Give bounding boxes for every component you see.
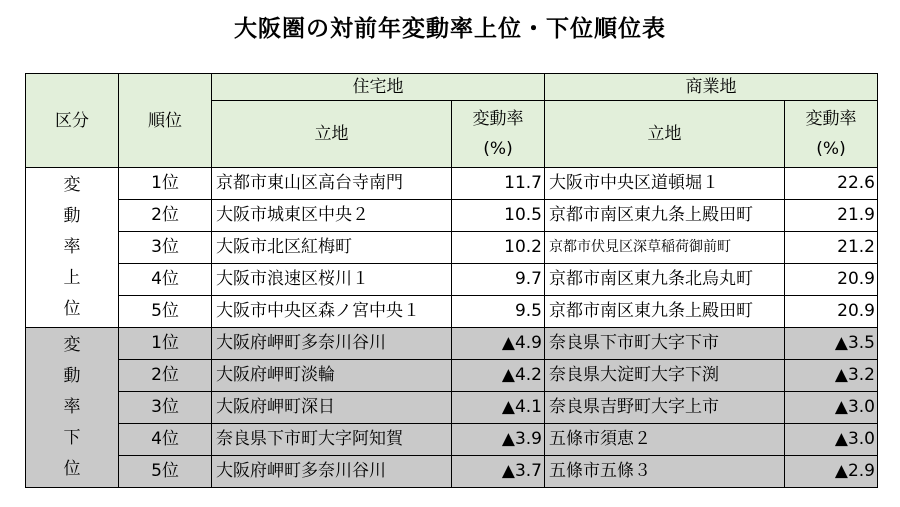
residential-rate-cell: ▲4.2 (452, 360, 545, 392)
table-row (26, 168, 878, 200)
commercial-rate-cell: 20.9 (785, 296, 878, 328)
residential-location-cell: 大阪市中央区森ノ宮中央１ (212, 296, 452, 328)
rank-cell: 1位 (119, 168, 212, 200)
commercial-rate-cell: 21.9 (785, 200, 878, 232)
category-char: 変 (63, 335, 81, 355)
table-row (26, 392, 878, 424)
commercial-rate-cell: ▲3.5 (785, 328, 878, 360)
header-commercial: 商業地 (545, 74, 878, 101)
commercial-rate-cell: 20.9 (785, 264, 878, 296)
category-char: 率 (63, 397, 81, 417)
header-rank: 順位 (119, 74, 212, 168)
commercial-location-cell: 奈良県吉野町大字上市 (545, 392, 785, 424)
residential-rate-cell: 10.2 (452, 232, 545, 264)
residential-location-cell: 大阪市浪速区桜川１ (212, 264, 452, 296)
commercial-rate-cell: ▲3.2 (785, 360, 878, 392)
residential-rate-cell: ▲3.7 (452, 456, 545, 488)
residential-location-cell: 京都市東山区高台寺南門 (212, 168, 452, 200)
category-char: 動 (63, 366, 81, 386)
category-char: 下 (63, 428, 81, 448)
table-row (26, 328, 878, 360)
upper-ranking-group (26, 168, 878, 328)
commercial-location-cell: 京都市南区東九条上殿田町 (545, 200, 785, 232)
table-row (26, 264, 878, 296)
rank-cell: 5位 (119, 456, 212, 488)
table-row (26, 424, 878, 456)
table-row (26, 360, 878, 392)
header-commercial-location: 立地 (545, 101, 785, 168)
page-title: 大阪圏の対前年変動率上位・下位順位表 (234, 16, 666, 42)
category-char: 率 (63, 237, 81, 257)
table-row (26, 296, 878, 328)
category-char: 位 (63, 459, 81, 479)
category-char: 位 (63, 299, 81, 319)
residential-rate-cell: ▲4.1 (452, 392, 545, 424)
commercial-rate-cell: ▲3.0 (785, 392, 878, 424)
commercial-location-cell: 京都市南区東九条上殿田町 (545, 296, 785, 328)
header-commercial-rate (785, 101, 878, 168)
upper-category-label (26, 168, 119, 328)
commercial-rate-cell: ▲3.0 (785, 424, 878, 456)
rank-cell: 3位 (119, 392, 212, 424)
header-category: 区分 (26, 74, 119, 168)
residential-rate-cell: ▲4.9 (452, 328, 545, 360)
rate-label: 変動率 (472, 109, 524, 129)
commercial-location-cell: 京都市伏見区深草稲荷御前町 (545, 232, 785, 264)
commercial-location-cell: 五條市五條３ (545, 456, 785, 488)
commercial-location-cell: 奈良県大淀町大字下渕 (545, 360, 785, 392)
category-char: 動 (63, 206, 81, 226)
residential-rate-cell: 9.5 (452, 296, 545, 328)
residential-location-cell: 大阪府岬町多奈川谷川 (212, 456, 452, 488)
commercial-rate-cell: 22.6 (785, 168, 878, 200)
residential-rate-cell: 9.7 (452, 264, 545, 296)
commercial-location-cell: 大阪市中央区道頓堀１ (545, 168, 785, 200)
residential-rate-cell: ▲3.9 (452, 424, 545, 456)
header-residential-rate (452, 101, 545, 168)
ranking-table (25, 73, 878, 488)
residential-location-cell: 奈良県下市町大字阿知賀 (212, 424, 452, 456)
rank-cell: 2位 (119, 360, 212, 392)
residential-location-cell: 大阪市北区紅梅町 (212, 232, 452, 264)
lower-ranking-group (26, 328, 878, 488)
category-char: 変 (63, 175, 81, 195)
category-char: 上 (63, 268, 81, 288)
residential-location-cell: 大阪府岬町深日 (212, 392, 452, 424)
rate-label: 変動率 (805, 109, 857, 129)
residential-rate-cell: 10.5 (452, 200, 545, 232)
header-row-top (26, 74, 878, 101)
commercial-location-cell: 京都市南区東九条北烏丸町 (545, 264, 785, 296)
rate-unit: (%) (483, 139, 513, 159)
residential-location-cell: 大阪府岬町多奈川谷川 (212, 328, 452, 360)
residential-rate-cell: 11.7 (452, 168, 545, 200)
commercial-rate-cell: ▲2.9 (785, 456, 878, 488)
rank-cell: 1位 (119, 328, 212, 360)
lower-category-label (26, 328, 119, 488)
table-row (26, 200, 878, 232)
header-residential: 住宅地 (212, 74, 545, 101)
rank-cell: 3位 (119, 232, 212, 264)
header-residential-location: 立地 (212, 101, 452, 168)
commercial-rate-cell: 21.2 (785, 232, 878, 264)
rate-unit: (%) (816, 139, 846, 159)
rank-cell: 2位 (119, 200, 212, 232)
residential-location-cell: 大阪市城東区中央２ (212, 200, 452, 232)
rank-cell: 5位 (119, 296, 212, 328)
rank-cell: 4位 (119, 424, 212, 456)
commercial-location-cell: 五條市須恵２ (545, 424, 785, 456)
rank-cell: 4位 (119, 264, 212, 296)
residential-location-cell: 大阪府岬町淡輪 (212, 360, 452, 392)
table-row (26, 456, 878, 488)
table-row (26, 232, 878, 264)
commercial-location-cell: 奈良県下市町大字下市 (545, 328, 785, 360)
